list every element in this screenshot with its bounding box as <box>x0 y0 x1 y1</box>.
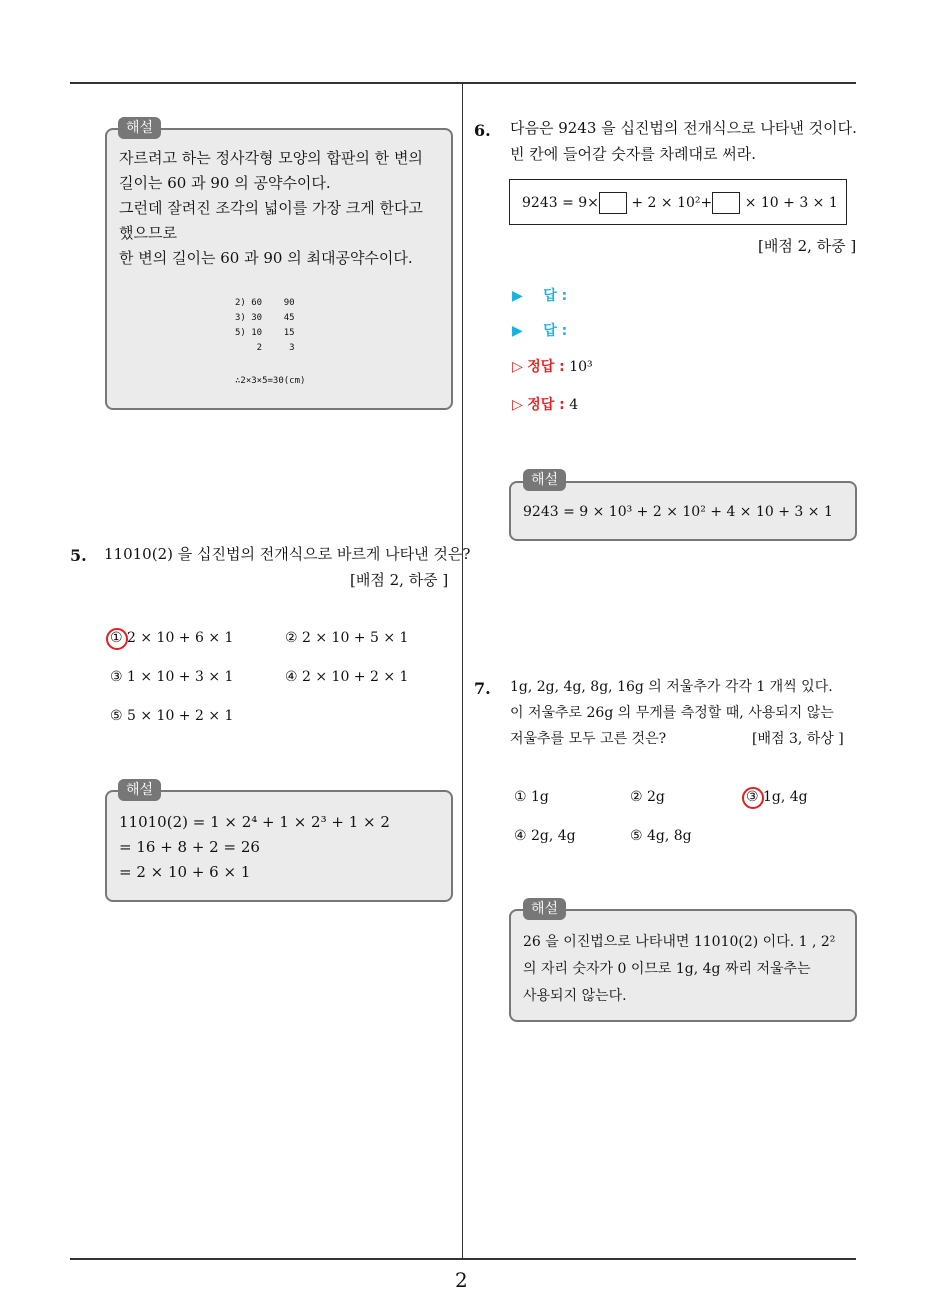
correct-answer-row <box>512 394 578 414</box>
option-3[interactable]: ③ 1g, 4g <box>746 789 808 805</box>
solution-line: = 2 × 10 + 6 × 1 <box>119 863 251 881</box>
blank-box-1[interactable] <box>599 192 627 214</box>
question-text: 다음은 9243 을 십진법의 전개식으로 나타낸 것이다. <box>510 119 857 137</box>
triangle-icon: ▷ <box>512 359 523 375</box>
option-5[interactable]: ⑤ 4g, 8g <box>630 828 692 844</box>
equation-part: × 10 + 3 × 1 <box>744 195 838 211</box>
question-text: 11010(2) 을 십진법의 전개식으로 바르게 나타낸 것은? <box>104 545 471 563</box>
question-text: 이 저울추로 26g 의 무게를 측정할 때, 사용되지 않는 <box>510 705 834 721</box>
equation-part: + 2 × 10²+ <box>631 195 713 211</box>
answer-row <box>512 285 567 305</box>
division-conclusion: ∴2×3×5=30(cm) <box>235 376 306 386</box>
play-icon: ▶ <box>512 288 523 304</box>
correct-answer-row <box>512 356 593 376</box>
division-row: 3) 30 45 <box>235 313 295 323</box>
page-number: 2 <box>455 1268 468 1292</box>
question-number: 5. <box>70 546 87 565</box>
bottom-rule <box>70 1258 856 1260</box>
solution-line: 11010(2) = 1 × 2⁴ + 1 × 2³ + 1 × 2 <box>119 813 390 831</box>
option-4[interactable]: ④ 2 × 10 + 2 × 1 <box>285 669 409 685</box>
division-row: 2 3 <box>235 343 295 353</box>
play-icon: ▶ <box>512 323 523 339</box>
option-1[interactable]: ① 1g <box>514 789 549 805</box>
answer-label: 답 : <box>543 288 568 304</box>
question-number: 6. <box>474 121 491 140</box>
option-1[interactable]: ① 2 × 10 + 6 × 1 <box>110 630 234 646</box>
correct-answer-label: 정답 : <box>527 359 565 375</box>
question-score: [배점 2, 하중 ] <box>350 571 449 589</box>
option-3[interactable]: ③ 1 × 10 + 3 × 1 <box>110 669 234 685</box>
solution-line: 했으므로 <box>119 224 177 242</box>
correct-answer-value: 4 <box>569 397 579 413</box>
solution-box-q5 <box>105 790 453 902</box>
answer-row <box>512 320 567 340</box>
solution-line: 자르려고 하는 정사각형 모양의 합판의 한 변의 <box>119 149 423 167</box>
question-score: [배점 3, 하상 ] <box>752 731 844 747</box>
question-number: 7. <box>474 679 491 698</box>
solution-line: 사용되지 않는다. <box>523 988 627 1004</box>
correct-answer-label: 정답 : <box>527 397 565 413</box>
triangle-icon: ▷ <box>512 397 523 413</box>
question-text: 빈 칸에 들어갈 숫자를 차례대로 써라. <box>510 145 756 163</box>
blank-box-2[interactable] <box>712 192 740 214</box>
correct-answer-value: 10³ <box>569 359 593 375</box>
solution-line: 26 을 이진법으로 나타내면 11010(2) 이다. 1 , 2² <box>523 934 836 950</box>
option-2[interactable]: ② 2 × 10 + 5 × 1 <box>285 630 409 646</box>
solution-line: 그런데 잘려진 조각의 넓이를 가장 크게 한다고 <box>119 199 423 217</box>
top-rule <box>70 82 856 84</box>
division-row: 5) 10 15 <box>235 328 295 338</box>
solution-box-q7 <box>509 909 857 1022</box>
solution-tag: 해설 <box>523 898 566 920</box>
question-score: [배점 2, 하중 ] <box>758 237 857 255</box>
answer-label: 답 : <box>543 323 568 339</box>
solution-line: 한 변의 길이는 60 과 90 의 최대공약수이다. <box>119 249 413 267</box>
solution-line: 9243 = 9 × 10³ + 2 × 10² + 4 × 10 + 3 × 1 <box>523 504 833 520</box>
solution-tag: 해설 <box>523 469 566 491</box>
equation-box <box>509 179 847 225</box>
option-4[interactable]: ④ 2g, 4g <box>514 828 576 844</box>
option-5[interactable]: ⑤ 5 × 10 + 2 × 1 <box>110 708 234 724</box>
solution-tag: 해설 <box>118 779 161 801</box>
solution-tag: 해설 <box>118 117 161 139</box>
option-2[interactable]: ② 2g <box>630 789 665 805</box>
column-divider <box>462 84 463 1260</box>
solution-line: = 16 + 8 + 2 = 26 <box>119 838 260 856</box>
question-text: 저울추를 모두 고른 것은? <box>510 731 667 747</box>
solution-line: 길이는 60 과 90 의 공약수이다. <box>119 174 331 192</box>
division-row: 2) 60 90 <box>235 298 295 308</box>
solution-box-q4 <box>105 128 453 410</box>
solution-line: 의 자리 숫자가 0 이므로 1g, 4g 짜리 저울추는 <box>523 961 811 977</box>
question-text: 1g, 2g, 4g, 8g, 16g 의 저울추가 각각 1 개씩 있다. <box>510 679 833 695</box>
equation-part: 9243 = 9× <box>522 195 599 211</box>
